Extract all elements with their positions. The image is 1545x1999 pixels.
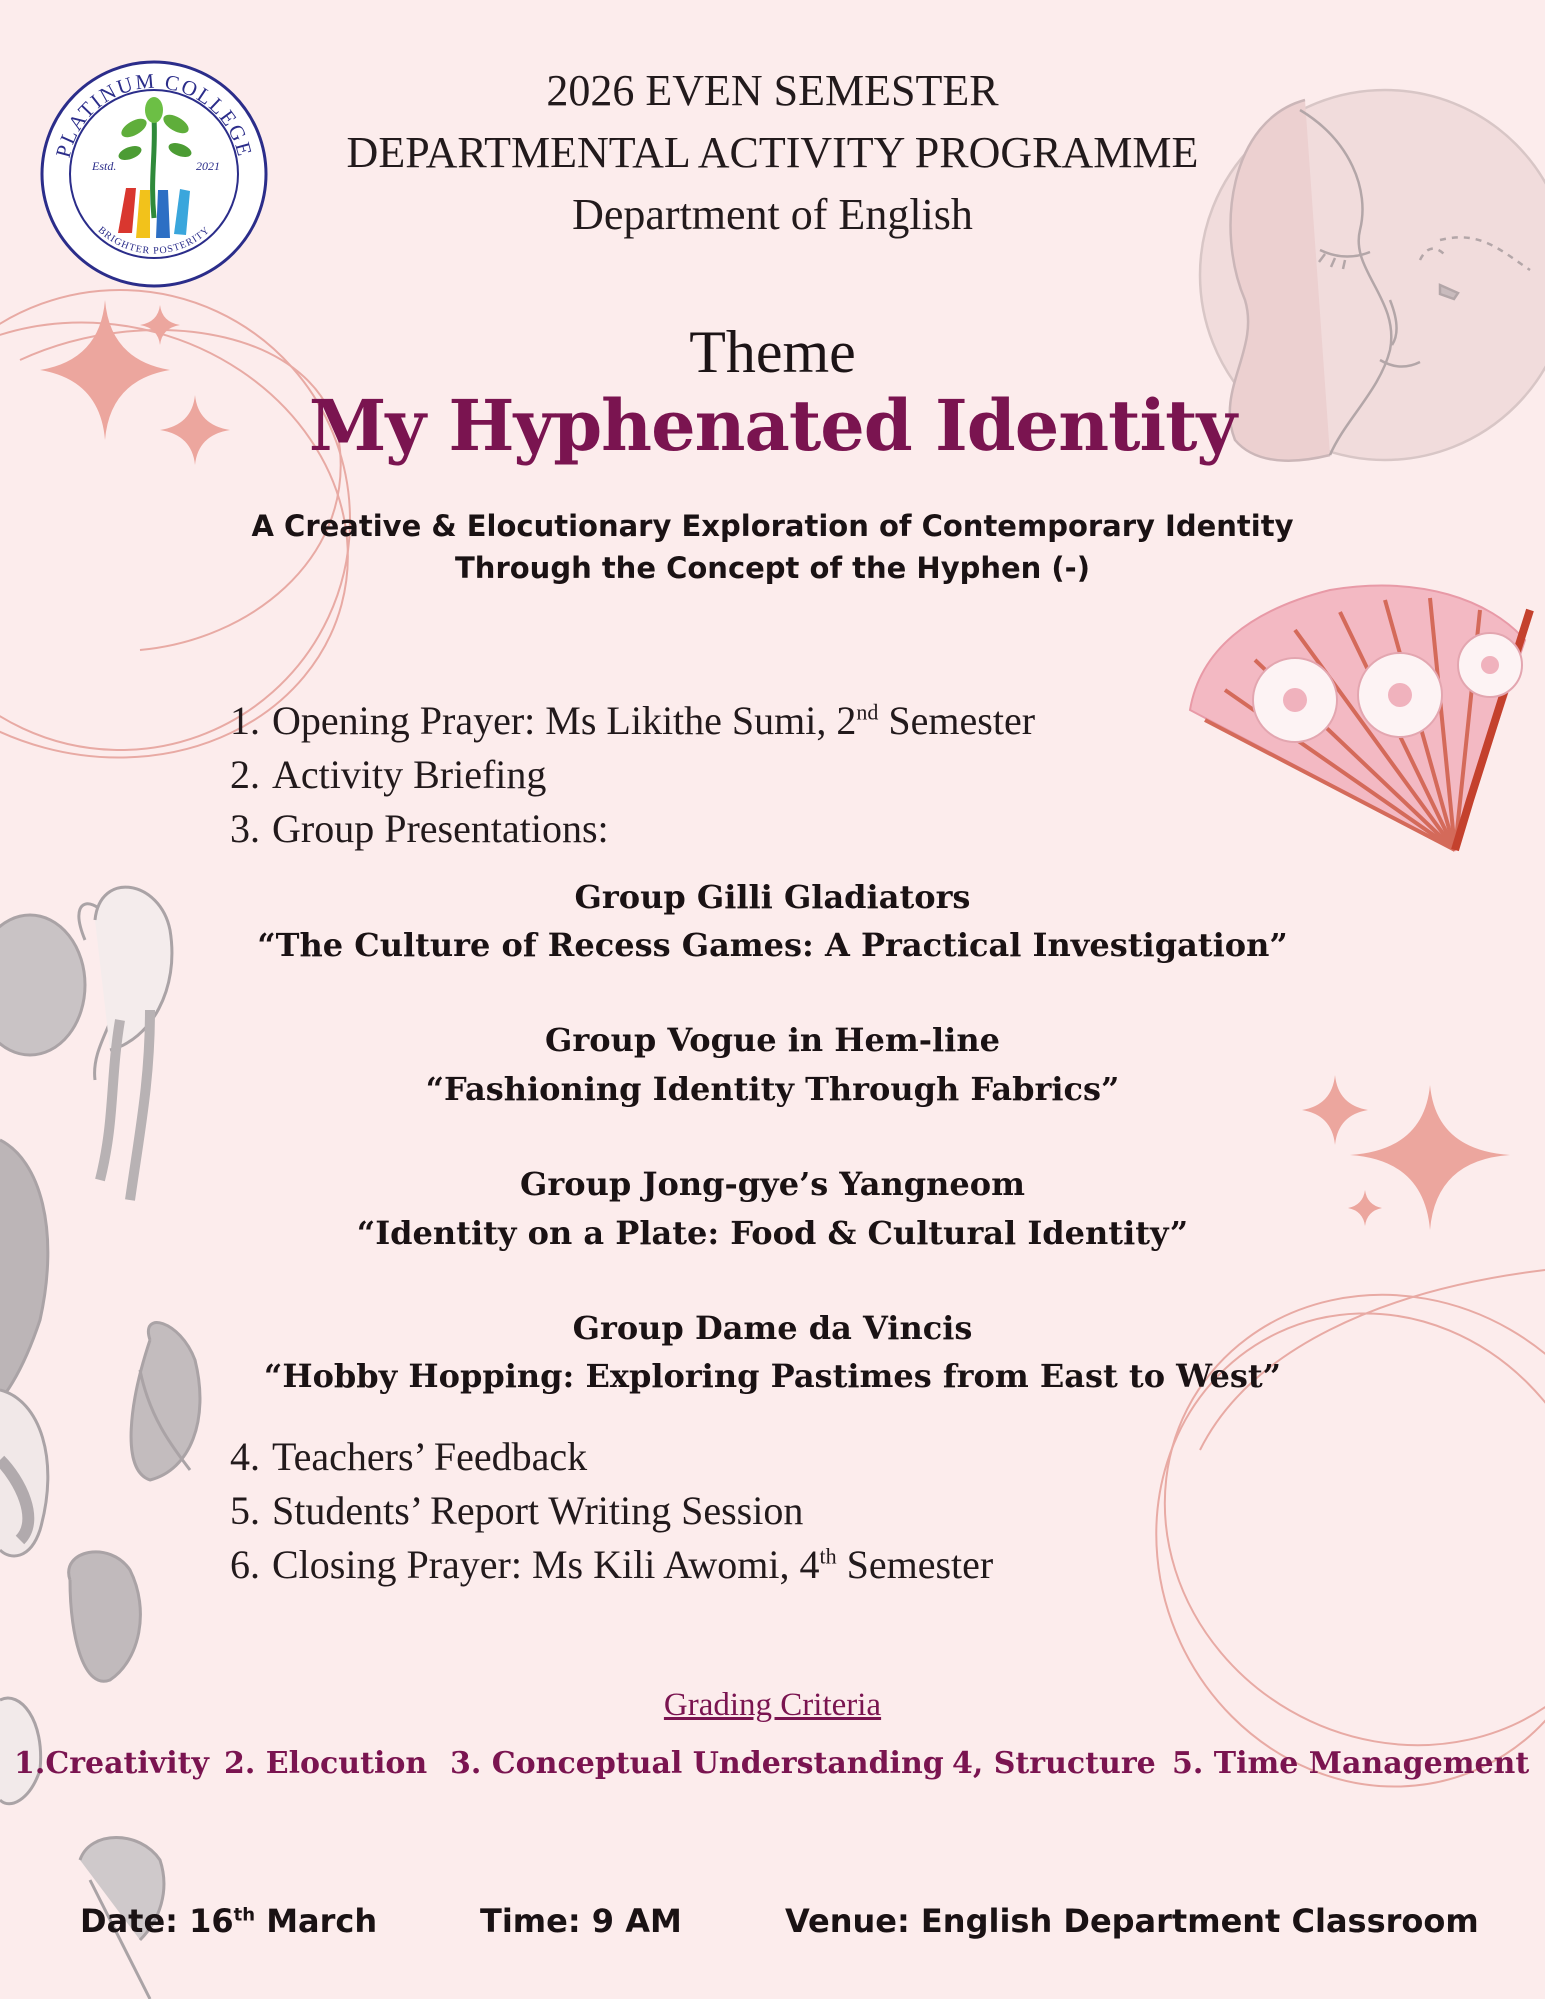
- theme-label: Theme: [689, 319, 856, 385]
- date-label: Date: 16: [80, 1902, 234, 1940]
- logo-motto: BRIGHTER POSTERITY: [95, 224, 213, 257]
- department-heading: Department of English: [572, 190, 973, 239]
- item-text: Teachers’ Feedback: [272, 1434, 588, 1479]
- item-number: 1.: [230, 698, 260, 743]
- group-title-2: “Fashioning Identity Through Fabrics”: [425, 1070, 1120, 1108]
- item-text: Students’ Report Writing Session: [272, 1488, 804, 1533]
- item-sup: nd: [856, 699, 879, 725]
- date-tail: March: [255, 1902, 378, 1940]
- group-title-1: “The Culture of Recess Games: A Practical Investigation”: [257, 926, 1288, 964]
- theme-subtitle-line2: Through the Concept of the Hyphen (-): [455, 551, 1090, 585]
- item-number: 6.: [230, 1542, 260, 1587]
- programme-item-report: [230, 1487, 803, 1534]
- programme-item-feedback: [230, 1433, 587, 1480]
- criterion-conceptual-understanding: 3. Conceptual Understanding: [450, 1746, 944, 1781]
- programme-item-closing-prayer: [230, 1541, 993, 1588]
- item-text: Closing Prayer: Ms Kili Awomi, 4: [272, 1542, 820, 1587]
- event-date: [80, 1902, 377, 1940]
- semester-heading: 2026 EVEN SEMESTER: [546, 66, 999, 115]
- programme-item-opening-prayer: [230, 697, 1035, 744]
- theme-title: My Hyphenated Identity: [308, 384, 1237, 467]
- group-title-3: “Identity on a Plate: Food & Cultural Identity”: [356, 1214, 1189, 1252]
- criterion-structure: 4, Structure: [952, 1746, 1156, 1781]
- event-time: Time: 9 AM: [480, 1902, 682, 1940]
- logo-year: 2021: [196, 159, 220, 173]
- group-name-4: Group Dame da Vincis: [572, 1309, 973, 1347]
- group-name-3: Group Jong-gye’s Yangneom: [520, 1165, 1025, 1203]
- item-text: Group Presentations:: [272, 806, 609, 851]
- group-name-2: Group Vogue in Hem-line: [545, 1021, 1000, 1059]
- group-name-1: Group Gilli Gladiators: [574, 878, 971, 916]
- date-sup: th: [233, 1904, 256, 1926]
- item-text: Activity Briefing: [272, 752, 547, 797]
- logo-estd: Estd.: [92, 159, 117, 173]
- grading-criteria-heading: Grading Criteria: [663, 1687, 882, 1723]
- logo-college-name: PLATINUM COLLEGE: [50, 68, 258, 161]
- item-number: 2.: [230, 752, 260, 797]
- item-tail: Semester: [836, 1542, 994, 1587]
- programme-item-presentations: [230, 805, 609, 852]
- programme-heading: DEPARTMENTAL ACTIVITY PROGRAMME: [346, 128, 1199, 177]
- criterion-time-management: 5. Time Management: [1172, 1746, 1530, 1781]
- programme-item-briefing: [230, 751, 546, 798]
- criterion-elocution: 2. Elocution: [224, 1746, 428, 1781]
- item-tail: Semester: [878, 698, 1036, 743]
- item-number: 3.: [230, 806, 260, 851]
- item-text: Opening Prayer: Ms Likithe Sumi, 2: [272, 698, 857, 743]
- group-title-4: “Hobby Hopping: Exploring Pastimes from East to West”: [263, 1357, 1282, 1395]
- item-sup: th: [819, 1543, 837, 1569]
- event-venue: Venue: English Department Classroom: [785, 1902, 1479, 1940]
- theme-subtitle-line1: A Creative & Elocutionary Exploration of Contemporary Identity: [251, 509, 1294, 543]
- hand-fan-illustration: [1190, 586, 1530, 850]
- item-number: 4.: [230, 1434, 260, 1479]
- item-number: 5.: [230, 1488, 260, 1533]
- criterion-creativity: 1.Creativity: [14, 1746, 209, 1781]
